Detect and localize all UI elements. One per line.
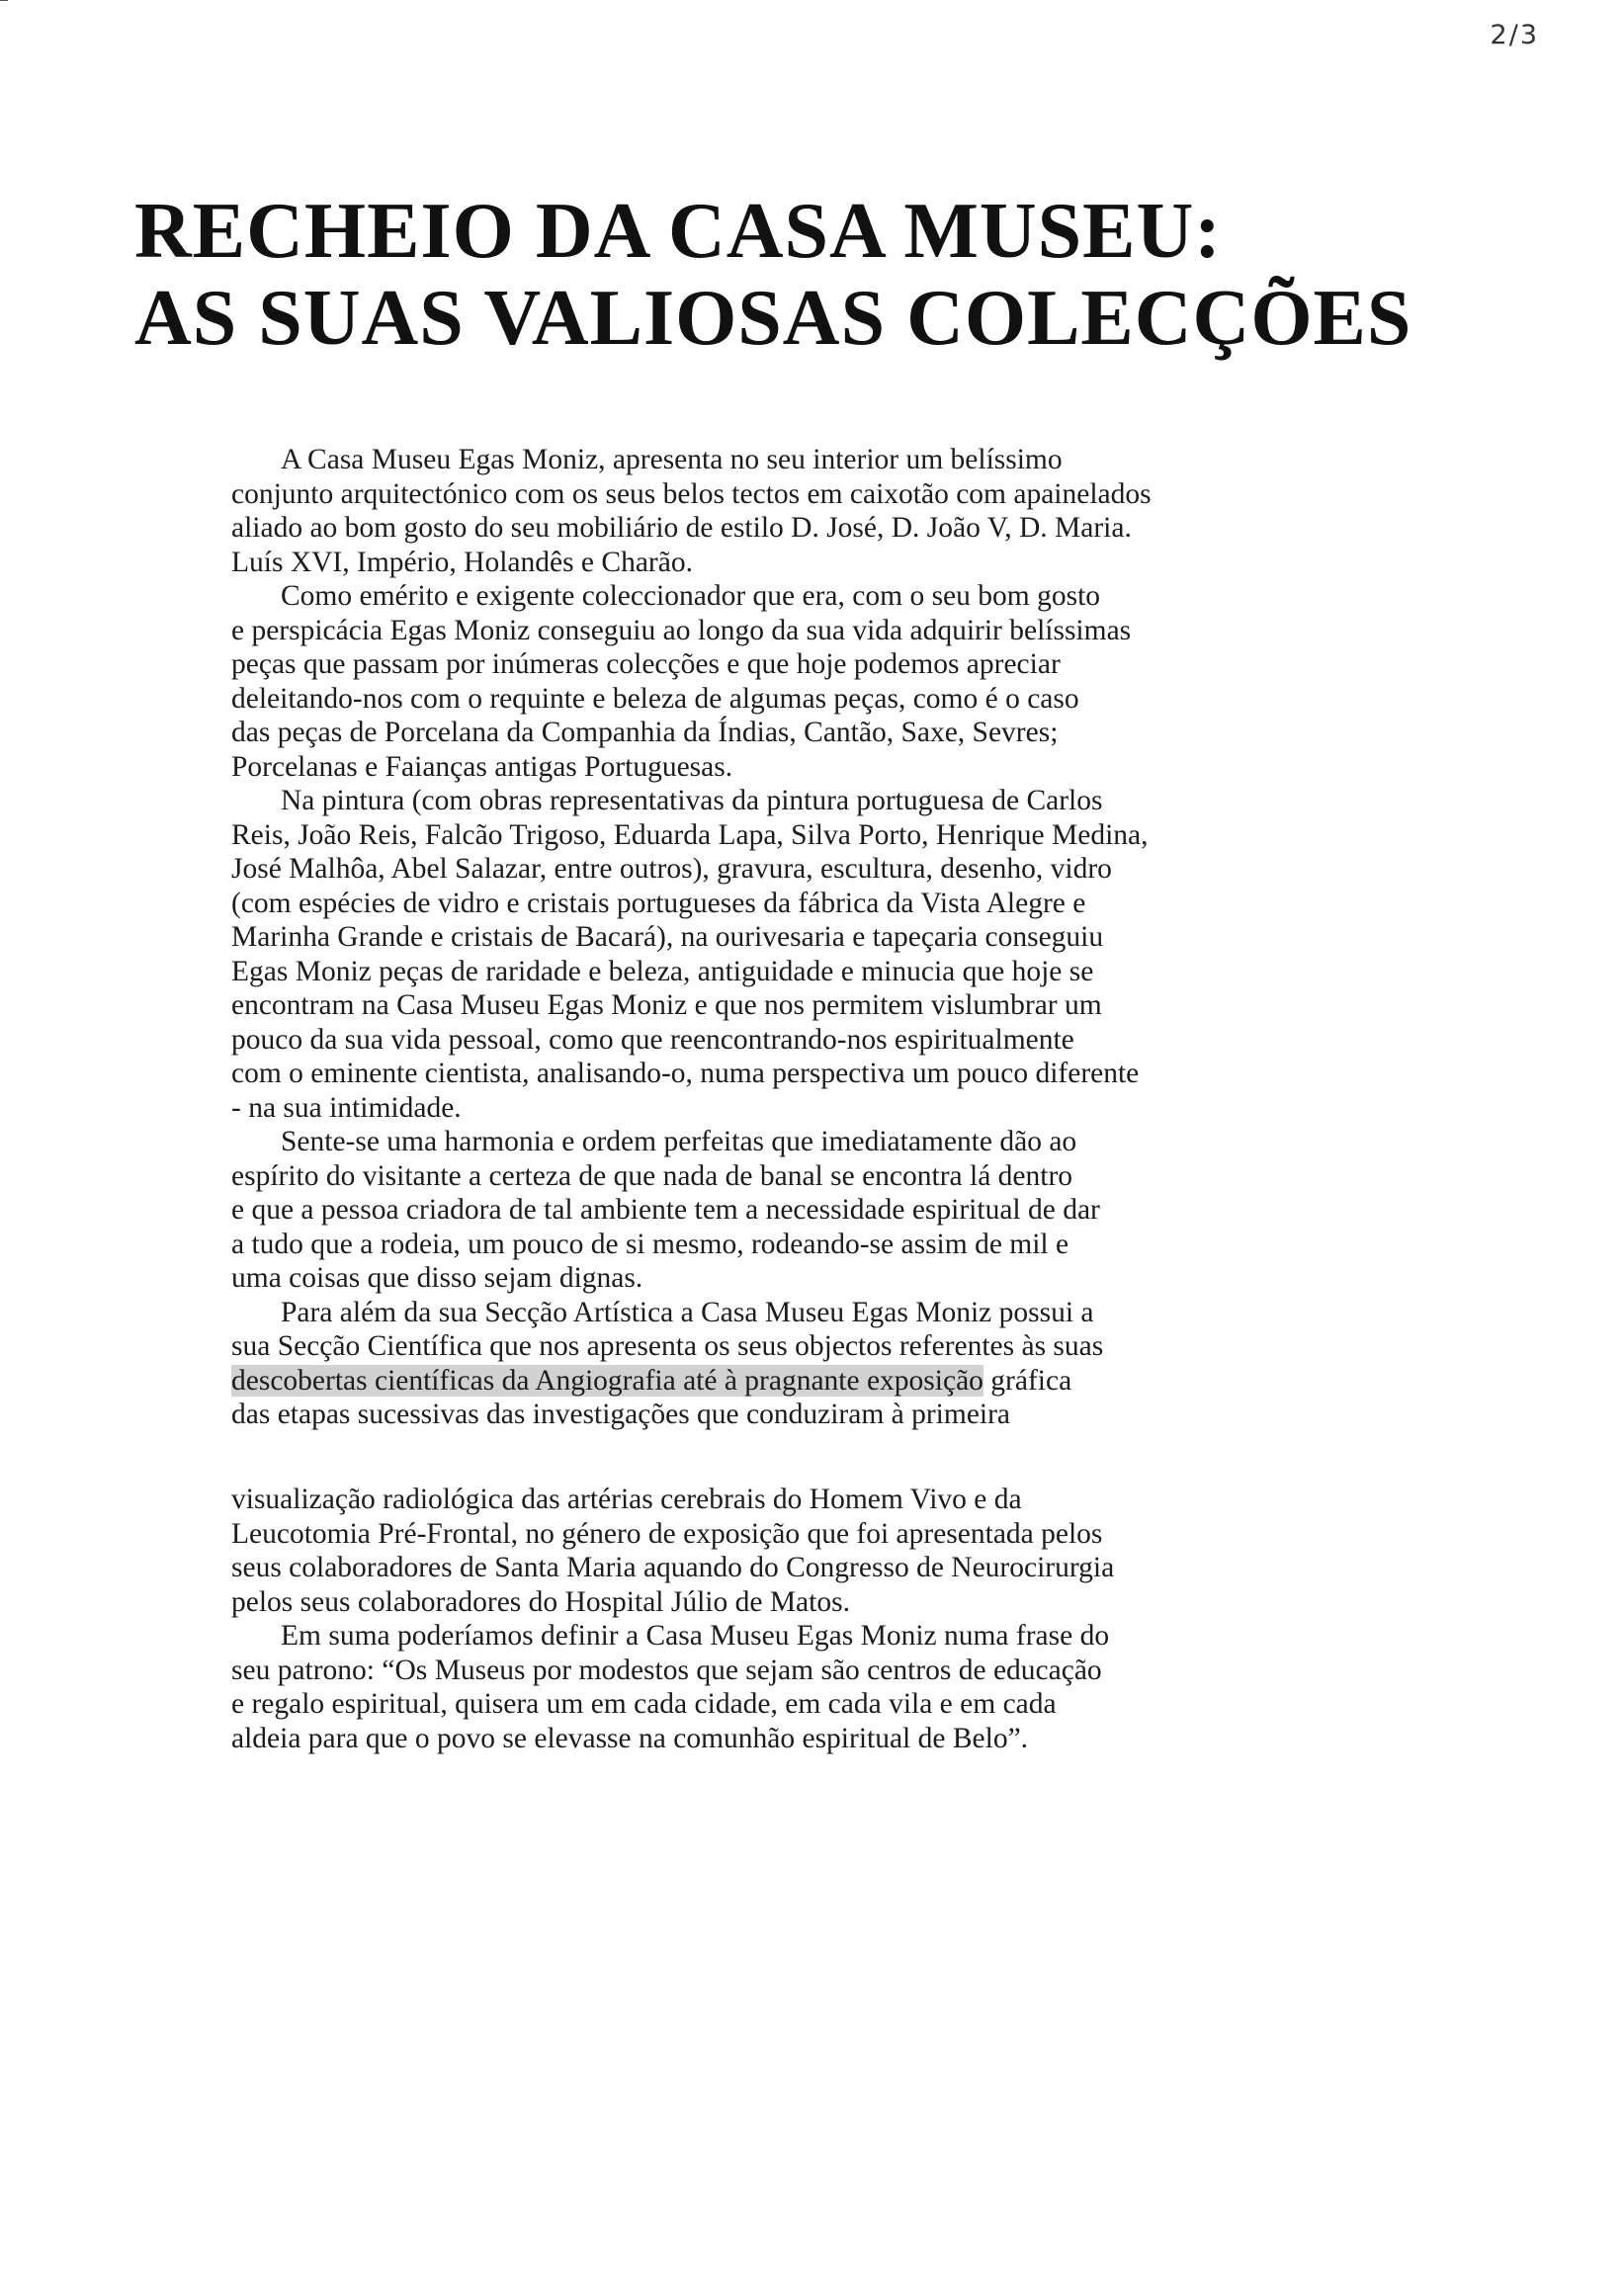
paragraph-2: Como emérito e exigente coleccionador que era, com o seu bom gosto e perspicácia Egas Moniz conseguiu ao longo da sua vida adquirir belíssimas peças que passam por inúmeras colecções e que hoje podemos apreciar deleitando-nos com o requinte e beleza de algumas peças, como é o caso das peças de Porcelana da Companhia da Índias, Cantão, Saxe, Sevres; Porcelanas e Faianças antigas Portuguesas.: [231, 580, 1132, 783]
paragraph-6: Em suma poderíamos definir a Casa Museu Egas Moniz numa frase do seu patrono: “Os Museus por modestos que sejam são centros de educação e regalo espiritual, quisera um em cada cidade, em cada vila e em cada aldeia para que o povo se elevasse na comunhão espiritual de Belo”.: [231, 1620, 1110, 1754]
article-body-continued: [231, 1483, 1239, 1755]
paragraph-5-line-1: Para além da sua Secção Artística a Casa Museu Egas Moniz possui a: [281, 1296, 1094, 1328]
paragraph-1: A Casa Museu Egas Moniz, apresenta no seu interior um belíssimo conjunto arquitectónico com os seus belos tectos em caixotão com apainelados aliado ao bom gosto do seu mobiliário de estilo D. José, D. João V, D. Maria. Luís XVI, Império, Holandês e Charão.: [231, 444, 1152, 578]
title-line-1: RECHEIO DA CASA MUSEU:: [134, 188, 1222, 275]
paragraph-3: Na pintura (com obras representativas da pintura portuguesa de Carlos Reis, João Reis, Falcão Trigoso, Eduarda Lapa, Silva Porto, Henrique Medina, José Malhôa, Abel Salazar, entre outros), gravura, escultura, desenho, vidro (com espécies de vidro e cristais portugueses da fábrica da Vista Alegre e Marinha Grande e cristais de Bacará), na ourivesaria e tapeçaria conseguiu Egas Moniz peças de raridade e beleza, antiguidade e minucia que hoje se encontram na Casa Museu Egas Moniz e que nos permitem vislumbrar um pouco da sua vida pessoal, como que reencontrando-nos espiritualmente com o eminente cientista, analisando-o, numa perspectiva um pouco diferente - na sua intimidade.: [231, 785, 1149, 1124]
article-body: [231, 443, 1239, 1432]
page-number: 2/3: [1490, 20, 1539, 50]
paragraph-5-line-3-rest: gráfica: [983, 1364, 1072, 1397]
paragraph-5-line-4: das etapas sucessivas das investigações que conduziram à primeira: [231, 1399, 1011, 1430]
paragraph-5-line-2: sua Secção Científica que nos apresenta os seus objectos referentes às suas: [231, 1330, 1104, 1362]
paragraph-5: [231, 1296, 1239, 1432]
title-line-2: AS SUAS VALIOSAS COLECÇÕES: [134, 275, 1412, 362]
paragraph-4: Sente-se uma harmonia e ordem perfeitas que imediatamente dão ao espírito do visitante a certeza de que nada de banal se encontra lá dentro e que a pessoa criadora de tal ambiente tem a necessidade espiritual de dar a tudo que a rodeia, um pouco de si mesmo, rodeando-se assim de mil e uma coisas que disso sejam dignas.: [231, 1126, 1100, 1294]
paragraph-5-continued: visualização radiológica das artérias cerebrais do Homem Vivo e da Leucotomia Pré-Frontal, no género de exposição que foi apresentada pelos seus colaboradores de Santa Maria aquando do Congresso de Neurocirurgia pelos seus colaboradores do Hospital Júlio de Matos.: [231, 1484, 1115, 1618]
article-title: [134, 188, 1411, 362]
scan-edge-mark: [0, 0, 8, 1]
highlighted-text: descobertas científicas da Angiografia até à pragnante exposição: [231, 1364, 983, 1397]
